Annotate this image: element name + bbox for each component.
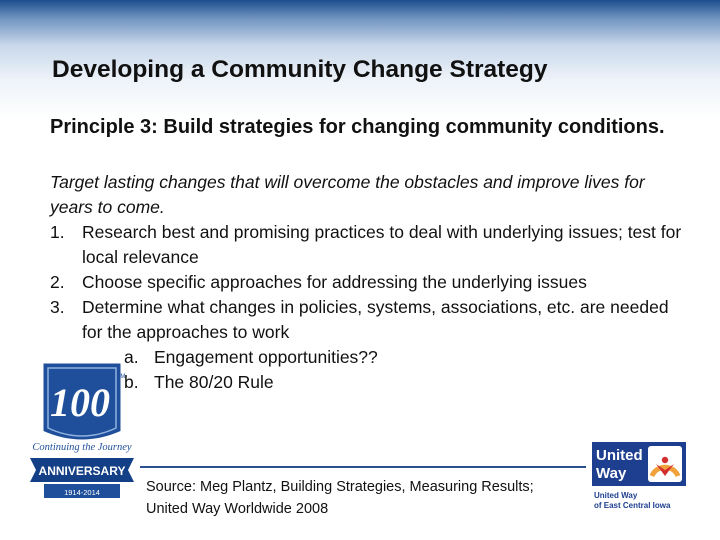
sub-step-letter: a.: [124, 347, 139, 367]
source-citation: Source: Meg Plantz, Building Strategies, Measuring Results; United Way Worldwide 2008: [146, 479, 534, 517]
step-item: [50, 295, 690, 345]
step-text: Determine what changes in policies, systems, associations, etc. are needed for the approaches to work: [82, 297, 669, 342]
sub-step-letter: b.: [124, 372, 139, 392]
step-number: 2.: [50, 272, 65, 292]
badge-tm: TM: [116, 374, 126, 380]
step-text: Research best and promising practices to deal with underlying issues; test for local relevance: [82, 222, 682, 267]
sub-step-item: [50, 345, 690, 370]
badge-ribbon-text: ANNIVERSARY: [38, 464, 126, 478]
logo-sub1: United Way: [594, 491, 638, 500]
principle-heading: Principle 3: Build strategies for changing community conditions.: [50, 116, 665, 138]
anniversary-badge: [24, 354, 140, 504]
sub-step-text: The 80/20 Rule: [154, 372, 274, 392]
step-text: Choose specific approaches for addressing the underlying issues: [82, 272, 587, 292]
step-item: [50, 270, 690, 295]
logo-line1: United: [596, 447, 643, 464]
slide-body: [50, 170, 690, 395]
slide-title: Developing a Community Change Strategy: [52, 56, 548, 83]
badge-years: 1914-2014: [64, 488, 100, 497]
logo-emblem-bg: [648, 446, 682, 482]
step-number: 1.: [50, 222, 65, 242]
badge-tagline: Continuing the Journey: [32, 442, 132, 453]
badge-number: 100: [50, 380, 110, 425]
united-way-logo: [590, 440, 698, 516]
logo-sub2: of East Central Iowa: [594, 501, 671, 510]
source-divider: [140, 466, 586, 468]
step-number: 3.: [50, 297, 65, 317]
person-head-icon: [662, 457, 668, 463]
step-item: [50, 220, 690, 270]
logo-line2: Way: [596, 465, 627, 482]
sub-step-text: Engagement opportunities??: [154, 347, 378, 367]
intro-text: Target lasting changes that will overcome the obstacles and improve lives for years to come.: [50, 172, 645, 217]
sub-step-item: [50, 370, 690, 395]
